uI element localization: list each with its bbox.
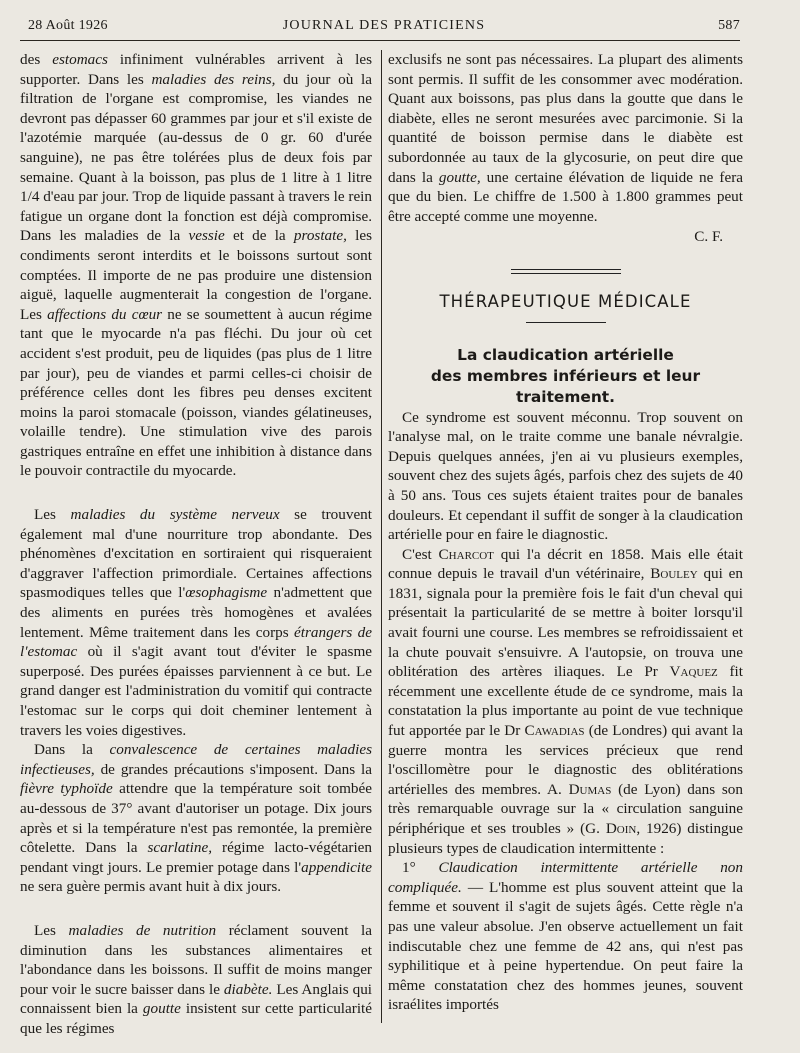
running-head [28, 18, 740, 40]
section-divider [511, 269, 621, 274]
journal-title: JOURNAL DES PRATICIENS [282, 18, 486, 33]
section-title: THÉRAPEUTIQUE MÉDICALE [439, 291, 692, 311]
paragraph-nutrition: Les maladies de nutrition réclament souvent la diminution dans les substances alimentaires et l'abondance dans les boissons. Il suffit de moins manger pour voir le sucre baisser dans le diabète. Les Anglais qui connaissent bien la goutte insistent sur cette particularité que les régimes [20, 921, 373, 1037]
paragraph-kidney-heart: des estomacs infiniment vulnérables arrivent à les supporter. Dans les maladies des reins, du jour où la filtration de l'organe est compromise, les viandes ne devront pas dépasser 60 grammes par jour et s'il existe de l'azotémie marquée (au-dessus de 0 gr. 60 d'urée sanguine), ne pas être tolérées plus de deux fois par semaine. Quant à la boisson, pas plus de 1 litre à 1 litre 1/4 d'eau par jour. Trop de liquide passant à travers le rein fatigue un organe dont la fonction est déjà compromise. Dans les maladies de la vessie et de la prostate, les condiments seront interdits et le boissons surtout sont comptées. Il importe de ne pas produire une distension aiguë, laquelle augmenterait la congestion de l'organe. Les affections du cœur ne se soumettent à aucun régime tant que le myocarde n'a pas fléchi. Du jour où cet accident s'est produit, peu de liquides (pas plus de 1 litre par jour), peu de viandes et parmi celles-ci choisir de préférence celles dont les fibres peu denses excitent moins la paroi stomacale (poisson, viandes gélatineuses, volaille tendre). Une stimulation vive des parois gastriques entraîne en effet une inhibition à distance dans le pouvoir contractile du myocarde. [20, 51, 372, 480]
header-rule [20, 40, 740, 41]
paragraph-history: C'est Charcot qui l'a décrit en 1858. Mais elle était connue depuis le travail d'un vétérinaire, Bouley qui en 1831, signala pour la première fois le fait d'un cheval qui présentait la particularité de se mettre à boiter lorsqu'il avait fourni une course. Les membres se refroidissaient et la chute pouvait s'ensuivre. A l'autopsie, on trouva une oblitération des artères iliaques. Le Pr Vaquez fit récemment une excellente étude de ce syndrome, mais la constatation la plus importante au point de vue technique fut apportée par le Dr Cawadias (de Londres) qui avant la guerre montra les services précieux que rend l'oscillomètre pour le diagnostic des oblitérations artérielles des membres. A. Dumas (de Lyon) dans son très remarquable ouvrage sur la « circulation sanguine périphérique et ses troubles » (G. Doin, 1926) distingue plusieurs types de claudication intermittente : [388, 545, 743, 857]
article-title [388, 345, 743, 408]
header-date: 28 Août 1926 [28, 18, 108, 33]
column-divider [381, 50, 382, 1023]
page-number: 587 [718, 18, 740, 33]
right-column [388, 50, 743, 1015]
paragraph-claudication-type-1: 1° Claudication intermittente artérielle non compliquée. — L'homme est plus souvent atteint que la femme et souvent il s'agit de sujets âgés. Cette règle n'a pas une valeur absolue. J'en observe actuellement un fait indiscutable chez une femme de 42 ans, qui n'est pas syphilitique et à peine hypertendue. On peut faire la même constatation chez des hommes jeunes, souvent israélites importés [388, 859, 743, 1014]
article-title-line-2: des membres inférieurs et leur traitement. [430, 366, 701, 406]
paragraph-nervous-system: Les maladies du système nerveux se trouvent également mal d'une nourriture trop abondante. Des phénomènes d'excitation en sortiraient qui risqueraient d'aggraver l'affection primordiale. Certaines affections spasmodiques telles que l'œsophagisme n'admettent que des aliments en purées très homogènes et avalées lentement. Même traitement dans les corps étrangers de l'estomac où il s'agit avant tout d'éviter le spasme superposé. Des purées épaisses parviennent à ce but. Le grand danger est l'administration du vomitif qui contracte l'estomac sur le corps qui doit cheminer lentement à travers les voies digestives. [20, 506, 372, 739]
section-title-rule [526, 322, 606, 323]
author-signature: C. F. [694, 228, 723, 246]
article-title-line-1: La claudication artérielle [457, 345, 674, 364]
left-column [20, 50, 372, 1039]
paragraph-convalescence: Dans la convalescence de certaines maladies infectieuses, de grandes précautions s'imposent. Dans la fièvre typhoïde attendre que la température soit tombée au-dessous de 37° avant d'autoriser un potage. Dix jours après et si la température n'est pas remontée, la première côtelette. Dans la scarlatine, régime lacto-végétarien pendant vingt jours. Le premier potage dans l'appendicite ne sera guère permis avant huit à dix jours. [20, 741, 373, 896]
paragraph-syndrome: Ce syndrome est souvent méconnu. Trop souvent on l'analyse mal, on le traite comme une banale névralgie. Depuis quelques années, j'en ai vu plusieurs exemples, souvent chez des sujets âgés, parfois chez des sujets de 40 à 50 ans. Tous ces sujets étaient traites pour de banales douleurs. Et cependant il suffit de songer à la claudication artérielle pour en faire le diagnostic. [388, 408, 743, 544]
paragraph-gout-continued: exclusifs ne sont pas nécessaires. La plupart des aliments sont permis. Il suffit de les consommer avec modération. Quant aux boissons, pas plus dans la goutte que dans le diabète, elles ne seront mesurées avec parcimonie. Si la quantité de boisson permise dans le diabète est subordonnée au taux de la glycosurie, on peut dire que dans la goutte, une certaine élévation de liquide ne fera que du bien. Le chiffre de 1.500 à 1.800 grammes peut être accepté comme une moyenne. [388, 51, 743, 225]
